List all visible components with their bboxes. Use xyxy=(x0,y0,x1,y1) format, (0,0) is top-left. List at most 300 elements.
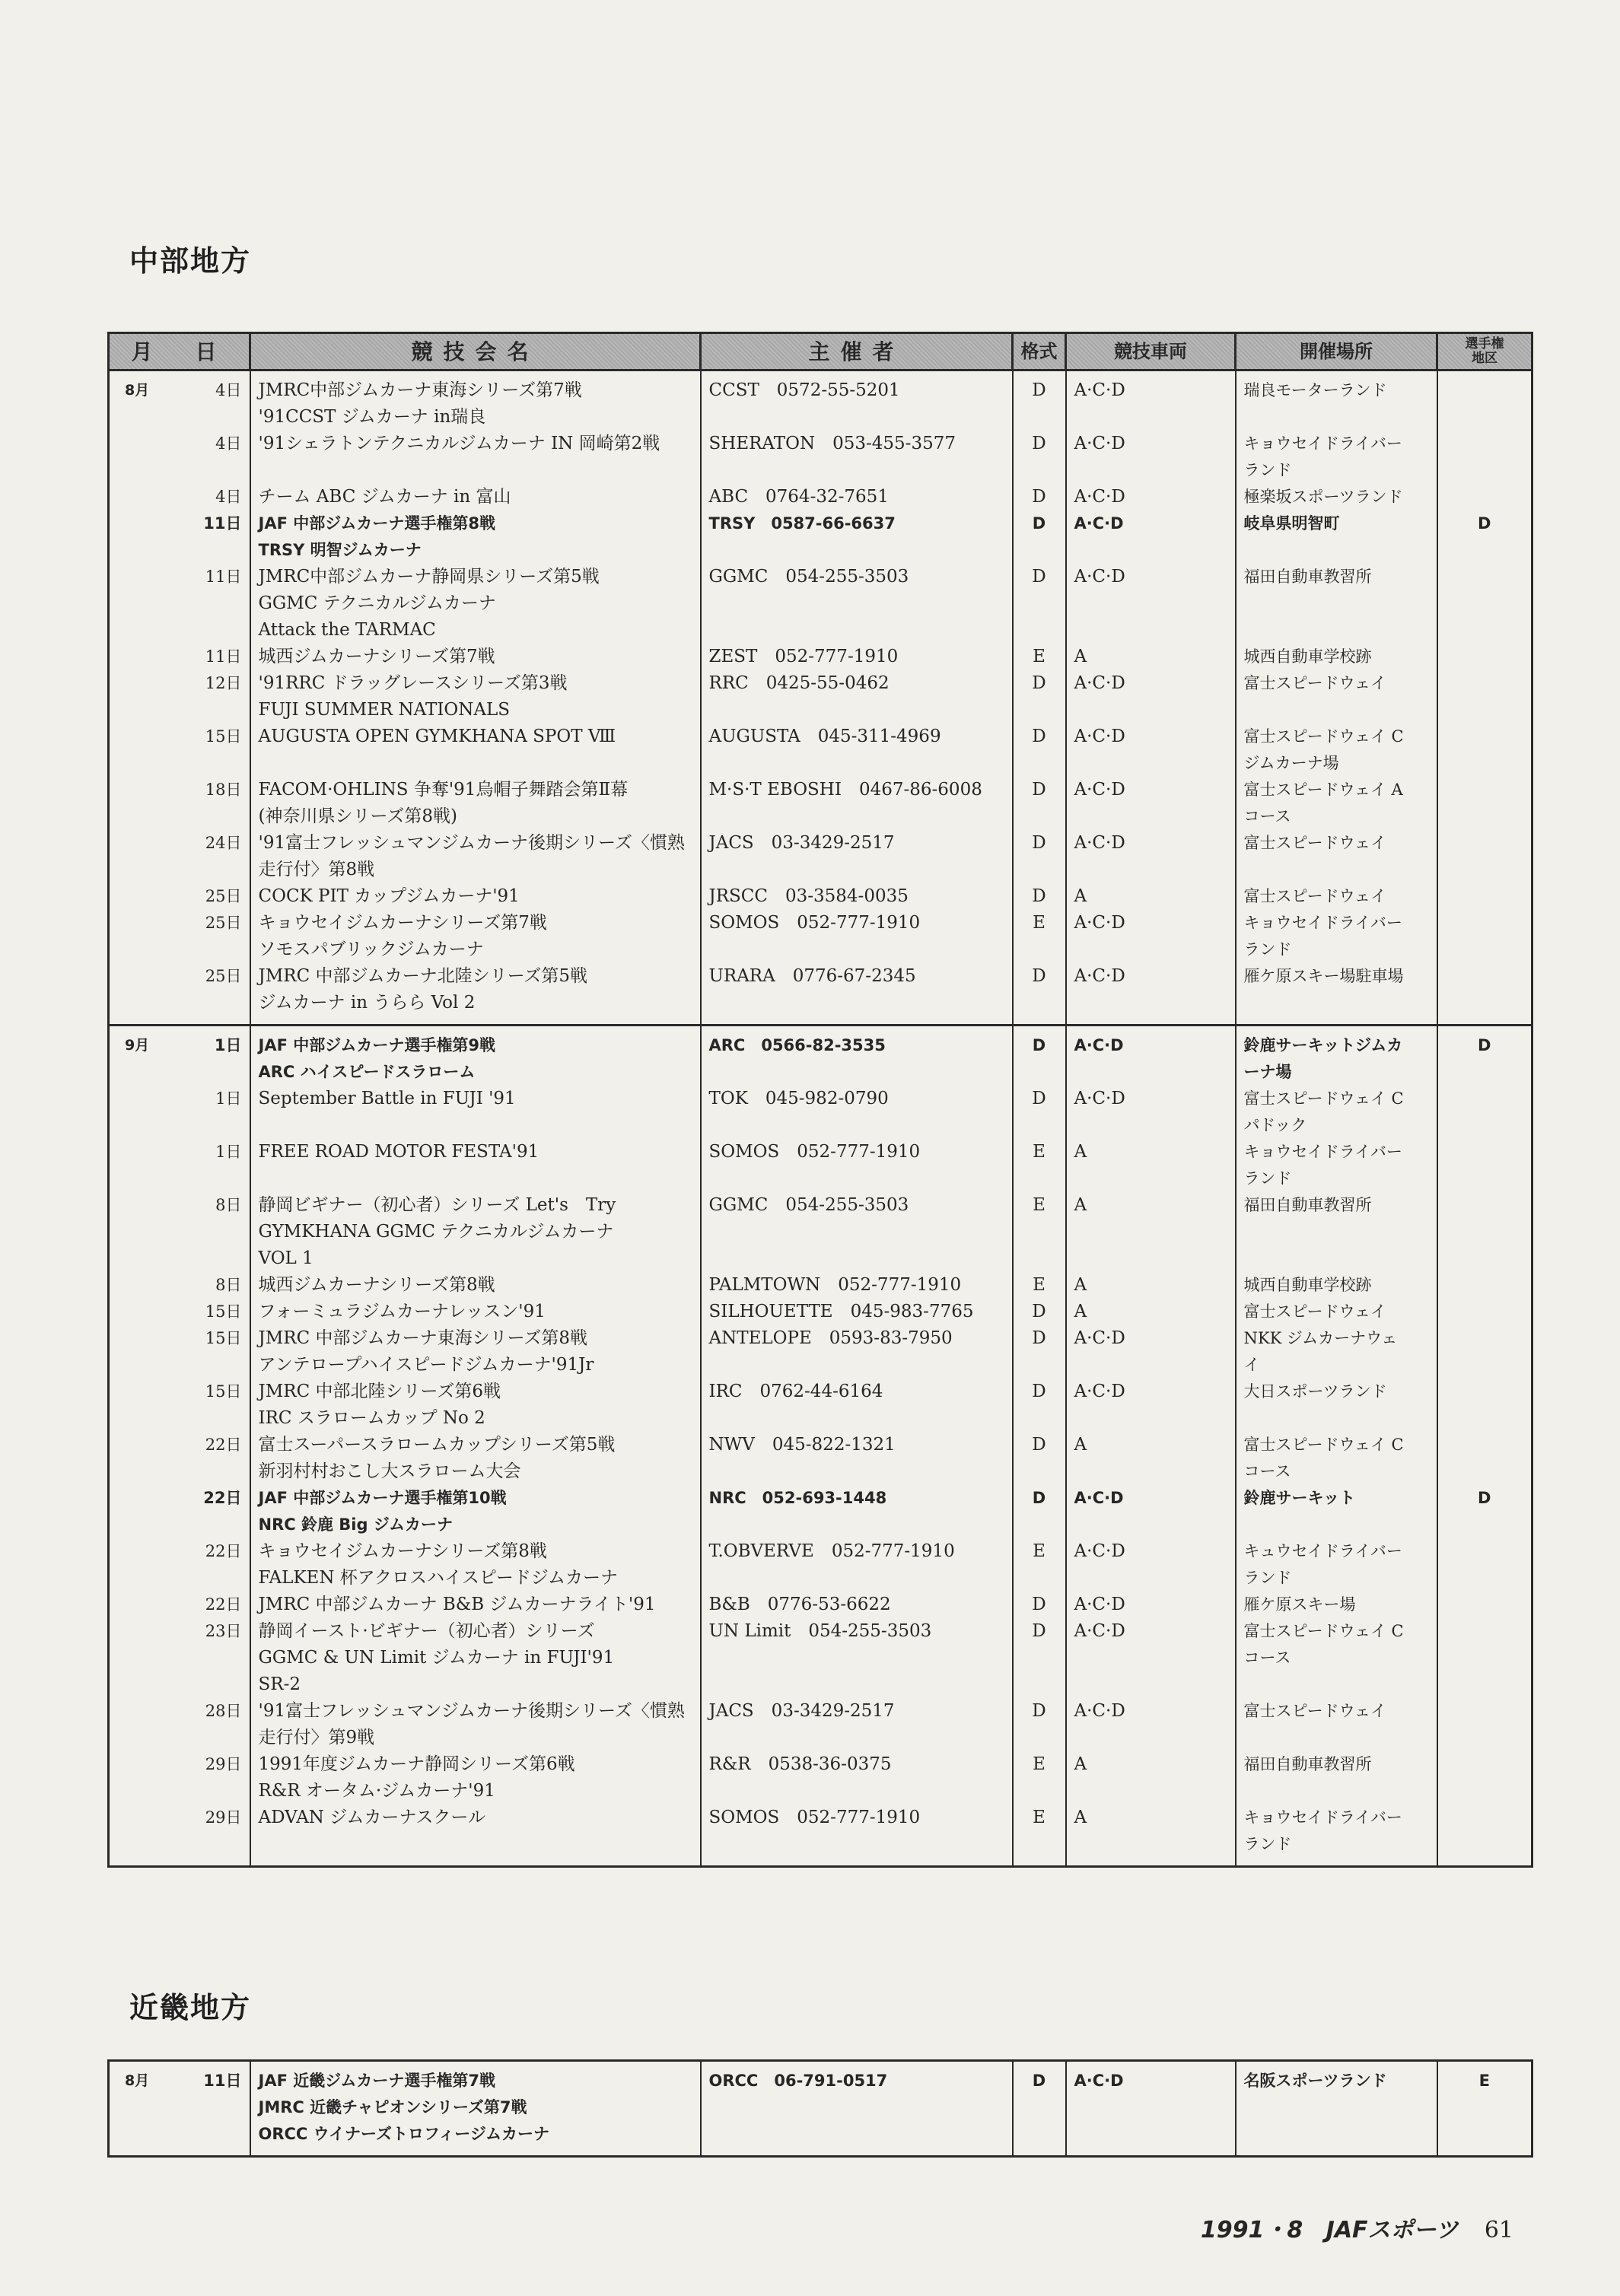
venue-cell xyxy=(1236,910,1437,963)
organizer-cell xyxy=(701,1026,1013,1086)
table-row xyxy=(109,1592,1532,1618)
format-text: D xyxy=(1032,886,1046,906)
region-cell xyxy=(1437,1751,1532,1805)
cars-cell xyxy=(1066,883,1236,910)
venue-line: ランド xyxy=(1243,1169,1292,1188)
format-cell xyxy=(1013,1805,1066,1867)
date-cell xyxy=(109,1272,250,1299)
table-row xyxy=(109,644,1532,670)
organizer-cell xyxy=(701,1618,1013,1698)
region-cell xyxy=(1437,1485,1532,1538)
cars-text: A·C·D xyxy=(1074,673,1125,693)
cars-cell xyxy=(1066,431,1236,484)
venue-cell xyxy=(1236,431,1437,484)
format-cell xyxy=(1013,1379,1066,1432)
organizer-cell xyxy=(701,1192,1013,1272)
venue-line: ーナ場 xyxy=(1243,1063,1292,1081)
event-name-cell xyxy=(250,1432,701,1485)
organizer-cell xyxy=(701,510,1013,564)
format-cell xyxy=(1013,963,1066,1026)
table-row xyxy=(109,1698,1532,1751)
organizer-text: SILHOUETTE 045-983-7765 xyxy=(708,1302,974,1321)
format-text: D xyxy=(1032,1621,1046,1641)
day-label: 1日 xyxy=(215,1089,242,1108)
region-cell xyxy=(1437,1379,1532,1432)
format-text: D xyxy=(1032,673,1046,693)
event-name-line: JMRC中部ジムカーナ東海シリーズ第7戦 xyxy=(258,380,582,400)
cars-cell xyxy=(1066,510,1236,564)
event-name-line: TRSY 明智ジムカーナ xyxy=(258,541,422,559)
format-text: D xyxy=(1032,514,1046,533)
event-name-cell xyxy=(250,1751,701,1805)
organizer-text: ZEST 052-777-1910 xyxy=(708,647,899,666)
event-name-line: NRC 鈴鹿 Big ジムカーナ xyxy=(258,1515,453,1534)
month-group xyxy=(109,1026,1532,1867)
month-label: 8月 xyxy=(125,382,150,399)
event-name-cell xyxy=(250,1325,701,1379)
header-organizer: 主催者 xyxy=(701,333,1013,370)
cars-text: A·C·D xyxy=(1074,1621,1125,1641)
table-row xyxy=(109,1325,1532,1379)
day-label: 15日 xyxy=(205,727,242,746)
day-label: 25日 xyxy=(205,914,242,932)
event-name-line: キョウセイジムカーナシリーズ第8戦 xyxy=(258,1541,547,1561)
footer-issue: 1991・8 xyxy=(1200,2217,1303,2244)
region-cell xyxy=(1437,510,1532,564)
region-cell xyxy=(1437,2061,1532,2157)
day-label: 25日 xyxy=(205,967,242,985)
event-name-line: Attack the TARMAC xyxy=(258,620,436,640)
day-label: 29日 xyxy=(205,1755,242,1773)
cars-cell xyxy=(1066,910,1236,963)
format-cell xyxy=(1013,723,1066,777)
format-cell xyxy=(1013,644,1066,670)
organizer-text: ABC 0764-32-7651 xyxy=(708,487,889,507)
day-label: 4日 xyxy=(215,381,242,399)
event-name-cell xyxy=(250,1379,701,1432)
format-text: E xyxy=(1033,647,1046,666)
table-row xyxy=(109,1751,1532,1805)
event-name-line: 1991年度ジムカーナ静岡シリーズ第6戦 xyxy=(258,1754,575,1774)
event-name-line: September Battle in FUJI '91 xyxy=(258,1089,516,1108)
venue-cell xyxy=(1236,1805,1437,1867)
format-cell xyxy=(1013,883,1066,910)
region-cell xyxy=(1437,1139,1532,1192)
table-row xyxy=(109,1618,1532,1698)
organizer-cell xyxy=(701,883,1013,910)
region-cell xyxy=(1437,1432,1532,1485)
venue-line: 岐阜県明智町 xyxy=(1243,514,1340,533)
month-group xyxy=(109,370,1532,1026)
format-text: D xyxy=(1032,727,1046,746)
event-name-line: 走行付〉第8戦 xyxy=(258,860,375,879)
table-row xyxy=(109,1026,1532,1086)
venue-cell xyxy=(1236,723,1437,777)
organizer-text: ARC 0566-82-3535 xyxy=(708,1036,886,1054)
cars-text: A·C·D xyxy=(1074,913,1125,933)
section-title-chubu: 中部地方 xyxy=(129,244,252,278)
format-text: D xyxy=(1032,1701,1046,1721)
date-cell xyxy=(109,1805,250,1867)
format-cell xyxy=(1013,2061,1066,2157)
table-row xyxy=(109,564,1532,644)
venue-cell xyxy=(1236,830,1437,883)
format-text: E xyxy=(1033,1275,1046,1295)
format-text: D xyxy=(1032,780,1046,800)
region-cell xyxy=(1437,1086,1532,1139)
table-row xyxy=(109,1272,1532,1299)
venue-line: 大日スポーツランド xyxy=(1243,1382,1387,1401)
venue-line: 富士スピードウェイ A xyxy=(1243,781,1403,799)
day-label: 25日 xyxy=(205,887,242,905)
cars-text: A xyxy=(1074,1302,1087,1321)
venue-cell xyxy=(1236,1272,1437,1299)
venue-line: 名阪スポーツランド xyxy=(1243,2072,1387,2090)
header-cars: 競技車両 xyxy=(1066,333,1236,370)
venue-line: コース xyxy=(1243,1462,1291,1480)
event-name-cell xyxy=(250,370,701,431)
venue-cell xyxy=(1236,1026,1437,1086)
cars-cell xyxy=(1066,1325,1236,1379)
month-label: 8月 xyxy=(125,2072,150,2089)
date-cell xyxy=(109,1592,250,1618)
cars-cell xyxy=(1066,1139,1236,1192)
venue-line: 瑞良モーターランド xyxy=(1243,381,1387,399)
venue-cell xyxy=(1236,1299,1437,1325)
venue-cell xyxy=(1236,670,1437,723)
venue-cell xyxy=(1236,1325,1437,1379)
cars-text: A xyxy=(1074,1195,1087,1215)
format-text: E xyxy=(1033,1541,1046,1561)
event-name-cell xyxy=(250,1805,701,1867)
event-name-line: AUGUSTA OPEN GYMKHANA SPOT Ⅷ xyxy=(258,727,616,746)
format-cell xyxy=(1013,1432,1066,1485)
format-cell xyxy=(1013,431,1066,484)
event-name-cell xyxy=(250,1192,701,1272)
cars-text: A·C·D xyxy=(1074,1089,1125,1108)
venue-cell xyxy=(1236,510,1437,564)
organizer-text: GGMC 054-255-3503 xyxy=(708,567,909,587)
organizer-text: PALMTOWN 052-777-1910 xyxy=(708,1275,962,1295)
organizer-text: JRSCC 03-3584-0035 xyxy=(708,886,909,906)
event-name-line: '91CCST ジムカーナ in瑞良 xyxy=(258,407,486,427)
cars-text: A·C·D xyxy=(1074,1036,1124,1054)
event-name-cell xyxy=(250,1026,701,1086)
format-cell xyxy=(1013,564,1066,644)
format-cell xyxy=(1013,1592,1066,1618)
table-row xyxy=(109,484,1532,510)
event-name-line: '91富士フレッシュマンジムカーナ後期シリーズ〈慣熟 xyxy=(258,833,685,853)
venue-line: 富士スピードウェイ C xyxy=(1243,1089,1404,1108)
organizer-cell xyxy=(701,431,1013,484)
format-text: D xyxy=(1032,1089,1046,1108)
venue-line: 鈴鹿サーキット xyxy=(1243,1489,1356,1507)
event-name-line: 城西ジムカーナシリーズ第7戦 xyxy=(258,647,495,666)
cars-text: A xyxy=(1074,1808,1087,1827)
event-name-cell xyxy=(250,510,701,564)
header-event: 競技会名 xyxy=(250,333,701,370)
cars-text: A·C·D xyxy=(1074,380,1125,400)
organizer-text: IRC 0762-44-6164 xyxy=(708,1382,883,1401)
organizer-text: SHERATON 053-455-3577 xyxy=(708,434,956,453)
format-cell xyxy=(1013,1618,1066,1698)
event-name-line: 城西ジムカーナシリーズ第8戦 xyxy=(258,1275,495,1295)
organizer-cell xyxy=(701,484,1013,510)
header-region-line2: 地区 xyxy=(1472,351,1497,366)
format-text: D xyxy=(1032,380,1046,400)
cars-text: A xyxy=(1074,647,1087,666)
cars-cell xyxy=(1066,1299,1236,1325)
venue-line: 富士スピードウェイ C xyxy=(1243,1436,1404,1454)
region-cell xyxy=(1437,963,1532,1026)
event-name-line: FUJI SUMMER NATIONALS xyxy=(258,700,511,720)
format-cell xyxy=(1013,1272,1066,1299)
page-number: 61 xyxy=(1484,2217,1513,2244)
region-cell xyxy=(1437,431,1532,484)
format-cell xyxy=(1013,484,1066,510)
organizer-cell xyxy=(701,1139,1013,1192)
cars-cell xyxy=(1066,564,1236,644)
table-row xyxy=(109,883,1532,910)
date-cell xyxy=(109,510,250,564)
venue-line: ランド xyxy=(1243,940,1292,959)
cars-text: A·C·D xyxy=(1074,1595,1125,1614)
header-region-line1: 選手権 xyxy=(1465,336,1504,351)
organizer-cell xyxy=(701,564,1013,644)
event-name-cell xyxy=(250,1485,701,1538)
event-name-line: R&R オータム·ジムカーナ'91 xyxy=(258,1781,495,1801)
event-name-line: JMRC 近畿チャピオンシリーズ第7戦 xyxy=(258,2098,527,2116)
venue-cell xyxy=(1236,963,1437,1026)
format-text: D xyxy=(1032,567,1046,587)
venue-line: キョウセイドライバー xyxy=(1243,914,1402,932)
venue-line: 富士スピードウェイ xyxy=(1243,1702,1386,1720)
event-name-line: FACOM·OHLINS 争奪'91烏帽子舞踏会第Ⅱ幕 xyxy=(258,780,629,800)
venue-line: 福田自動車教習所 xyxy=(1243,1755,1372,1773)
date-cell xyxy=(109,1325,250,1379)
venue-line: キョウセイドライバー xyxy=(1243,1143,1402,1161)
organizer-text: B&B 0776-53-6622 xyxy=(708,1595,891,1614)
venue-line: パドック xyxy=(1243,1116,1307,1134)
cars-cell xyxy=(1066,1192,1236,1272)
cars-text: A xyxy=(1074,1754,1087,1774)
venue-cell xyxy=(1236,1698,1437,1751)
table-row xyxy=(109,963,1532,1026)
day-label: 23日 xyxy=(205,1622,242,1640)
organizer-text: ANTELOPE 0593-83-7950 xyxy=(708,1328,953,1348)
venue-line: コース xyxy=(1243,1649,1291,1667)
date-cell xyxy=(109,1698,250,1751)
date-cell xyxy=(109,1432,250,1485)
venue-line: 城西自動車学校跡 xyxy=(1243,1276,1372,1294)
region-cell xyxy=(1437,1299,1532,1325)
format-text: E xyxy=(1033,1808,1046,1827)
organizer-cell xyxy=(701,1299,1013,1325)
table-row xyxy=(109,1805,1532,1867)
date-cell xyxy=(109,1026,250,1086)
organizer-text: SOMOS 052-777-1910 xyxy=(708,1808,921,1827)
date-cell xyxy=(109,431,250,484)
table-row xyxy=(109,1485,1532,1538)
day-label: 12日 xyxy=(205,674,242,692)
venue-line: キョウセイドライバー xyxy=(1243,434,1402,453)
event-name-line: FALKEN 杯アクロスハイスピードジムカーナ xyxy=(258,1568,618,1588)
organizer-text: NRC 052-693-1448 xyxy=(708,1489,887,1507)
table-row xyxy=(109,370,1532,431)
cars-text: A·C·D xyxy=(1074,780,1125,800)
date-cell xyxy=(109,883,250,910)
organizer-cell xyxy=(701,2061,1013,2157)
venue-line: 富士スピードウェイ C xyxy=(1243,1622,1404,1640)
organizer-cell xyxy=(701,1325,1013,1379)
region-text: D xyxy=(1478,1036,1491,1054)
venue-line: 城西自動車学校跡 xyxy=(1243,647,1372,666)
venue-cell xyxy=(1236,484,1437,510)
organizer-text: TRSY 0587-66-6637 xyxy=(708,514,896,533)
event-name-cell xyxy=(250,564,701,644)
venue-line: ランド xyxy=(1243,1835,1292,1853)
date-cell xyxy=(109,1538,250,1592)
venue-cell xyxy=(1236,370,1437,431)
event-name-cell xyxy=(250,1618,701,1698)
format-text: D xyxy=(1032,966,1046,986)
cars-cell xyxy=(1066,963,1236,1026)
organizer-cell xyxy=(701,670,1013,723)
cars-cell xyxy=(1066,1485,1236,1538)
event-name-line: チーム ABC ジムカーナ in 富山 xyxy=(258,487,511,507)
organizer-text: SOMOS 052-777-1910 xyxy=(708,1142,921,1162)
region-cell xyxy=(1437,484,1532,510)
venue-line: 極楽坂スポーツランド xyxy=(1243,488,1403,506)
event-name-cell xyxy=(250,910,701,963)
cars-cell xyxy=(1066,1618,1236,1698)
table-row xyxy=(109,1086,1532,1139)
event-name-line: '91シェラトンテクニカルジムカーナ IN 岡崎第2戦 xyxy=(258,434,660,453)
footer-magazine: JAFスポーツ xyxy=(1326,2217,1459,2244)
event-name-cell xyxy=(250,484,701,510)
day-label: 11日 xyxy=(203,2072,242,2090)
event-name-cell xyxy=(250,1538,701,1592)
venue-line: ランド xyxy=(1243,1569,1292,1587)
region-cell xyxy=(1437,1698,1532,1751)
venue-cell xyxy=(1236,1192,1437,1272)
header-date: 月 日 xyxy=(109,333,250,370)
cars-cell xyxy=(1066,670,1236,723)
event-name-line: JMRC 中部ジムカーナ東海シリーズ第8戦 xyxy=(258,1328,588,1348)
venue-cell xyxy=(1236,2061,1437,2157)
region-cell xyxy=(1437,910,1532,963)
region-text: D xyxy=(1478,1489,1491,1507)
date-cell xyxy=(109,1618,250,1698)
region-cell xyxy=(1437,1325,1532,1379)
day-label: 4日 xyxy=(215,488,242,506)
date-cell xyxy=(109,910,250,963)
organizer-text: URARA 0776-67-2345 xyxy=(708,966,916,986)
organizer-cell xyxy=(701,644,1013,670)
event-name-line: 静岡ビギナー（初心者）シリーズ Let's Try xyxy=(258,1195,616,1215)
organizer-cell xyxy=(701,777,1013,830)
venue-line: 富士スピードウェイ xyxy=(1243,887,1386,905)
format-cell xyxy=(1013,1026,1066,1086)
cars-text: A·C·D xyxy=(1074,2072,1124,2090)
organizer-cell xyxy=(701,830,1013,883)
date-cell xyxy=(109,1086,250,1139)
cars-text: A xyxy=(1074,1435,1087,1455)
event-name-cell xyxy=(250,1272,701,1299)
organizer-cell xyxy=(701,1432,1013,1485)
table-row xyxy=(109,670,1532,723)
organizer-cell xyxy=(701,1538,1013,1592)
region-cell xyxy=(1437,564,1532,644)
format-text: D xyxy=(1032,1302,1046,1321)
date-cell xyxy=(109,1485,250,1538)
table-row xyxy=(109,431,1532,484)
format-cell xyxy=(1013,510,1066,564)
header-region xyxy=(1437,333,1532,370)
format-cell xyxy=(1013,1698,1066,1751)
event-name-line: 富士スーパースラロームカップシリーズ第5戦 xyxy=(258,1435,616,1455)
table-row xyxy=(109,1192,1532,1272)
region-cell xyxy=(1437,1592,1532,1618)
date-cell xyxy=(109,564,250,644)
organizer-text: RRC 0425-55-0462 xyxy=(708,673,890,693)
format-cell xyxy=(1013,1139,1066,1192)
organizer-cell xyxy=(701,1751,1013,1805)
day-label: 11日 xyxy=(203,514,242,533)
format-text: E xyxy=(1033,1754,1046,1774)
event-name-line: '91RRC ドラッグレースシリーズ第3戦 xyxy=(258,673,568,693)
venue-line: ジムカーナ場 xyxy=(1243,754,1339,772)
format-text: D xyxy=(1032,487,1046,507)
venue-cell xyxy=(1236,883,1437,910)
event-name-line: '91富士フレッシュマンジムカーナ後期シリーズ〈慣熟 xyxy=(258,1701,685,1721)
event-name-line: ARC ハイスピードスラローム xyxy=(258,1063,476,1081)
organizer-text: NWV 045-822-1321 xyxy=(708,1435,896,1455)
event-name-line: (神奈川県シリーズ第8戦) xyxy=(258,806,457,826)
page-footer xyxy=(1201,2211,1513,2244)
day-label: 29日 xyxy=(205,1808,242,1827)
organizer-text: GGMC 054-255-3503 xyxy=(708,1195,909,1215)
day-label: 1日 xyxy=(215,1143,242,1161)
event-name-line: アンテロープハイスピードジムカーナ'91Jr xyxy=(258,1355,594,1375)
cars-text: A·C·D xyxy=(1074,1328,1125,1348)
format-cell xyxy=(1013,670,1066,723)
date-cell xyxy=(109,644,250,670)
cars-text: A xyxy=(1074,1142,1087,1162)
event-name-cell xyxy=(250,830,701,883)
venue-line: ランド xyxy=(1243,461,1292,479)
event-name-cell xyxy=(250,1698,701,1751)
region-cell xyxy=(1437,723,1532,777)
cars-text: A·C·D xyxy=(1074,1382,1125,1401)
day-label: 11日 xyxy=(205,568,242,586)
venue-line: 雁ケ原スキー場駐車場 xyxy=(1243,967,1404,985)
event-name-line: GGMC & UN Limit ジムカーナ in FUJI'91 xyxy=(258,1648,615,1668)
day-label: 4日 xyxy=(215,434,242,453)
organizer-cell xyxy=(701,1086,1013,1139)
cars-cell xyxy=(1066,830,1236,883)
region-cell xyxy=(1437,830,1532,883)
venue-line: 鈴鹿サーキットジムカ xyxy=(1243,1036,1403,1054)
event-name-line: JAF 近畿ジムカーナ選手権第7戦 xyxy=(258,2072,495,2090)
organizer-text: JACS 03-3429-2517 xyxy=(708,833,895,853)
format-cell xyxy=(1013,830,1066,883)
venue-line: 福田自動車教習所 xyxy=(1243,568,1372,586)
event-name-line: 走行付〉第9戦 xyxy=(258,1728,375,1747)
organizer-cell xyxy=(701,723,1013,777)
format-text: D xyxy=(1032,1489,1046,1507)
cars-cell xyxy=(1066,1538,1236,1592)
